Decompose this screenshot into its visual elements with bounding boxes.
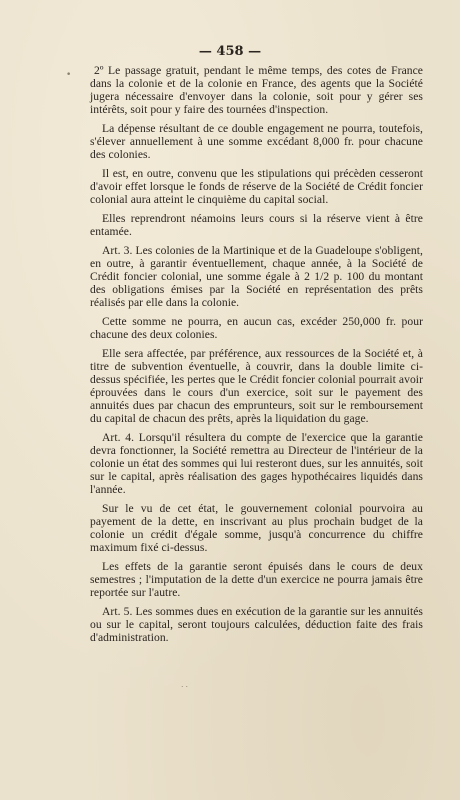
ink-speck: •	[66, 70, 72, 80]
paragraph-depense: La dépense résultant de ce double engagement ne pourra, toutefois, s'élever annuellement à une somme excédant 8,000 fr. pour chacune des colonies.	[90, 122, 423, 161]
paragraph-plafond: Cette somme ne pourra, en aucun cas, excéder 250,000 fr. pour chacune des deux colonies.	[90, 315, 423, 341]
paragraph-article-3: Art. 3. Les colonies de la Martinique et de la Guadeloupe s'obligent, en outre, à garantir éventuellement, chaque année, à la Société de Crédit foncier colonial, une somme égale à 2 1/2 p. 100 du montant des obligations émises par la Société en représentation des prêts réalisés par elle dans la colonie.	[90, 244, 423, 309]
paragraph-effets: Les effets de la garantie seront épuisés dans le cours de deux semestres ; l'imputation de la dette d'un exercice ne pourra jamais être reportée sur l'autre.	[90, 560, 423, 599]
paragraph-passage-gratuit: 2º Le passage gratuit, pendant le même temps, des cotes de France dans la colonie et de la colonie en France, des agents que la Société jugera nécessaire d'envoyer dans la colonie, soit pour y gérer ses intérêts, soit pour y faire des tournées d'inspection.	[90, 64, 423, 116]
body-text	[90, 64, 423, 650]
paragraph-stipulations: Il est, en outre, convenu que les stipulations qui précèden cesseront d'avoir effet lorsque le fonds de réserve de la Société de Crédit foncier colonial aura atteint le cinquième du capital social.	[90, 167, 423, 206]
paragraph-affectation: Elle sera affectée, par préférence, aux ressources de la Société et, à titre de subvention éventuelle, à couvrir, dans la double limite ci-dessus spécifiée, les pertes que le Crédit foncier colonial pourrait avoir éprouvées dans le cours d'un exercice, soit sur le payement des annuités dues par chacun des emprunteurs, soit sur le remboursement du capital de chacun des prêts, après la liquidation du gage.	[90, 347, 423, 425]
paragraph-reprise: Elles reprendront néamoins leurs cours si la réserve vient à être entamée.	[90, 212, 423, 238]
ink-mark: ˙˙	[180, 686, 189, 696]
page-number: — 458 —	[198, 44, 262, 59]
paragraph-gouvernement: Sur le vu de cet état, le gouvernement colonial pourvoira au payement de la dette, en inscrivant au plus prochain budget de la colonie un crédit d'égale somme, jusqu'à concurrence du chiffre maximum fixé ci-dessus.	[90, 502, 423, 554]
paragraph-article-4: Art. 4. Lorsqu'il résultera du compte de l'exercice que la garantie devra fonctionner, la Société remettra au Directeur de l'intérieur de la colonie un état des sommes qui lui resteront dues, sur les annuités, soit sur le capital, après réalisation des gages hypothécaires liquidés dans l'année.	[90, 431, 423, 496]
paragraph-article-5: Art. 5. Les sommes dues en exécution de la garantie sur les annuités ou sur le capital, seront toujours calculées, déduction faite des frais d'administration.	[90, 605, 423, 644]
